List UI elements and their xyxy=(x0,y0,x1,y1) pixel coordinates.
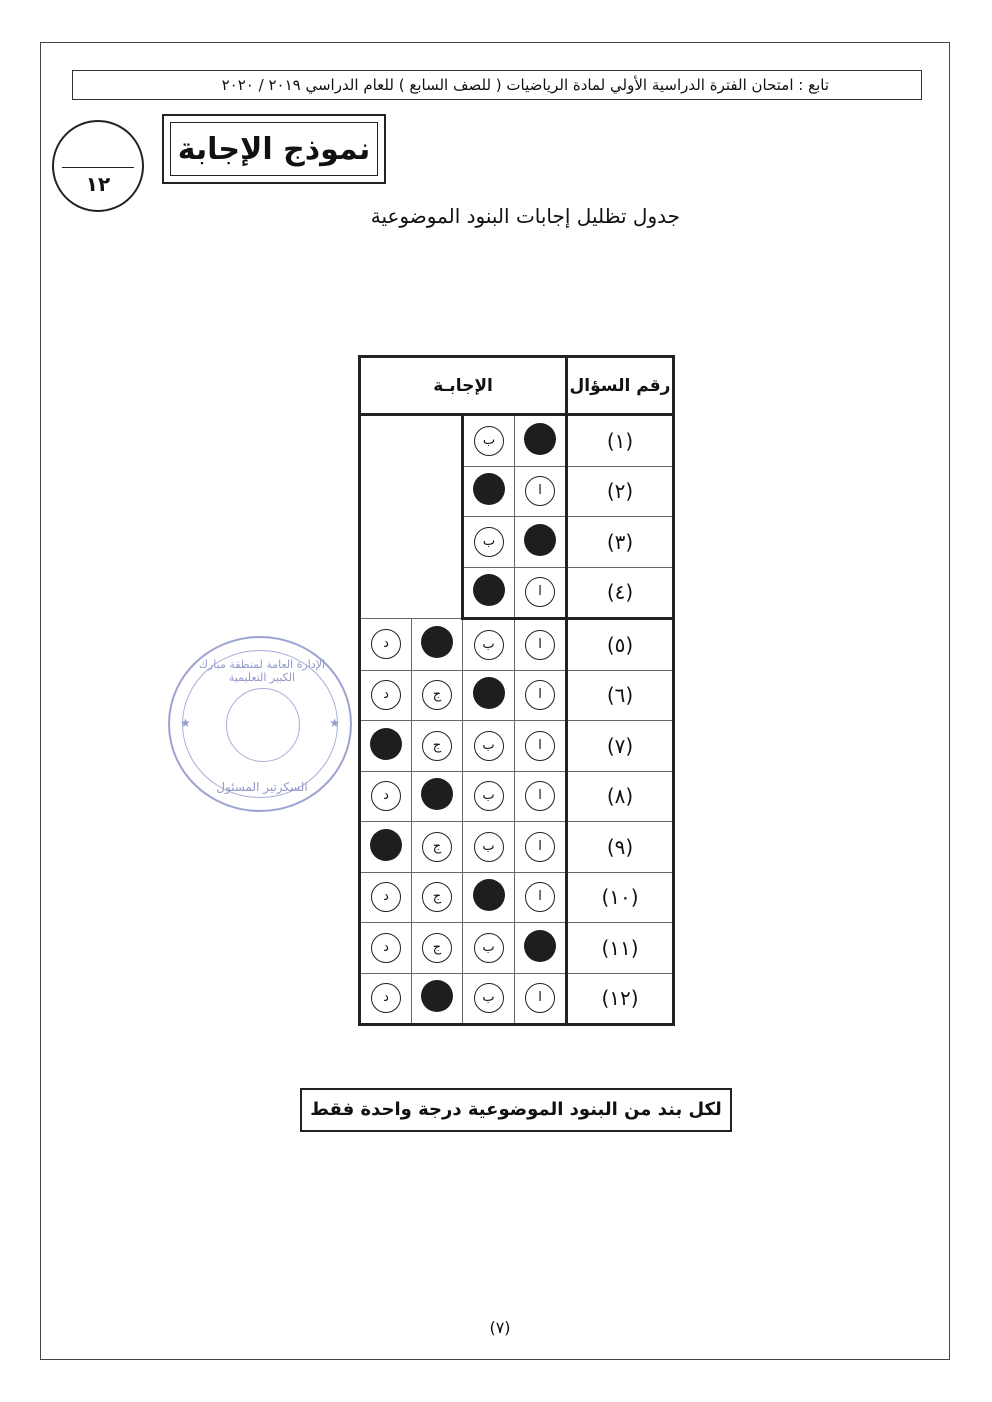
answer-cell xyxy=(463,973,515,1025)
option-bubble: د xyxy=(371,933,401,963)
answer-cell xyxy=(412,973,463,1025)
answer-cell xyxy=(515,517,567,568)
answer-header: الإجابـة xyxy=(360,357,567,415)
table-row xyxy=(360,721,674,772)
answer-cell xyxy=(360,670,412,721)
answer-cell xyxy=(463,567,515,619)
option-bubble: د xyxy=(371,983,401,1013)
option-bubble: ب xyxy=(474,426,504,456)
filled-bubble-icon xyxy=(370,829,402,861)
answer-cell xyxy=(515,872,567,923)
option-bubble: ا xyxy=(525,781,555,811)
filled-bubble-icon xyxy=(524,930,556,962)
answer-cell xyxy=(360,822,412,873)
answer-cell xyxy=(515,670,567,721)
page-title: نموذج الإجابة xyxy=(170,122,378,176)
answer-cell xyxy=(463,466,515,517)
answer-cell xyxy=(463,872,515,923)
answer-cell xyxy=(412,619,463,671)
option-bubble: ا xyxy=(525,882,555,912)
table-subtitle: جدول تظليل إجابات البنود الموضوعية xyxy=(370,204,680,228)
option-bubble: ا xyxy=(525,983,555,1013)
question-number: (٦) xyxy=(567,670,674,721)
filled-bubble-icon xyxy=(421,980,453,1012)
filled-bubble-icon xyxy=(370,728,402,760)
answer-cell xyxy=(412,670,463,721)
four-choice-rows xyxy=(360,619,674,1025)
question-number: (٧) xyxy=(567,721,674,772)
option-bubble: د xyxy=(371,781,401,811)
answer-cell xyxy=(412,872,463,923)
option-bubble: ب xyxy=(474,983,504,1013)
option-bubble: ج xyxy=(422,933,452,963)
answer-cell xyxy=(515,923,567,974)
answer-cell xyxy=(515,567,567,619)
option-bubble: د xyxy=(371,882,401,912)
option-bubble: ب xyxy=(474,781,504,811)
seal-star-icon: ★ xyxy=(180,716,191,730)
table-row xyxy=(360,670,674,721)
option-bubble: ج xyxy=(422,731,452,761)
answer-cell xyxy=(463,923,515,974)
answer-cell xyxy=(515,619,567,671)
filled-bubble-icon xyxy=(421,626,453,658)
filled-bubble-icon xyxy=(524,423,556,455)
answer-cell xyxy=(412,923,463,974)
grading-note: لكل بند من البنود الموضوعية درجة واحدة فقط xyxy=(300,1088,732,1132)
table-row xyxy=(360,822,674,873)
table-row xyxy=(360,923,674,974)
badge-number: ١٢ xyxy=(85,172,111,196)
option-bubble: ب xyxy=(474,832,504,862)
seal-star-icon: ★ xyxy=(329,716,340,730)
option-bubble: ا xyxy=(525,832,555,862)
answer-cell xyxy=(463,721,515,772)
seal-bottom-text: السكرتير المسئول xyxy=(216,780,308,794)
official-seal-icon xyxy=(168,636,352,812)
filled-bubble-icon xyxy=(473,574,505,606)
table-row xyxy=(360,619,674,671)
option-bubble: ب xyxy=(474,527,504,557)
question-number: (١) xyxy=(567,415,674,467)
answer-cell xyxy=(515,822,567,873)
table-row xyxy=(360,872,674,923)
filled-bubble-icon xyxy=(524,524,556,556)
question-number: (١٢) xyxy=(567,973,674,1025)
table-row xyxy=(360,973,674,1025)
option-bubble: ا xyxy=(525,630,555,660)
two-choice-rows xyxy=(360,415,674,619)
title-box xyxy=(162,114,386,184)
question-number: (٥) xyxy=(567,619,674,671)
question-number: (٣) xyxy=(567,517,674,568)
answer-cell xyxy=(412,822,463,873)
question-number-header: رقم السؤال xyxy=(567,357,674,415)
answer-cell xyxy=(515,771,567,822)
page-number: (٧) xyxy=(489,1318,511,1337)
answer-cell xyxy=(463,771,515,822)
filled-bubble-icon xyxy=(473,879,505,911)
answer-cell xyxy=(360,771,412,822)
question-number: (٩) xyxy=(567,822,674,873)
answer-cell xyxy=(412,721,463,772)
option-bubble: ا xyxy=(525,577,555,607)
answer-cell xyxy=(360,619,412,671)
answer-cell xyxy=(360,721,412,772)
answer-cell xyxy=(515,415,567,467)
answer-cell xyxy=(463,670,515,721)
question-number: (١١) xyxy=(567,923,674,974)
answer-cell xyxy=(360,973,412,1025)
option-bubble: ج xyxy=(422,832,452,862)
option-bubble: د xyxy=(371,629,401,659)
question-number: (١٠) xyxy=(567,872,674,923)
answer-cell xyxy=(360,923,412,974)
answer-cell xyxy=(360,872,412,923)
answer-table xyxy=(358,355,675,1026)
option-bubble: ا xyxy=(525,476,555,506)
option-bubble: ج xyxy=(422,882,452,912)
question-number: (٢) xyxy=(567,466,674,517)
answer-cell xyxy=(515,466,567,517)
option-bubble: ج xyxy=(422,680,452,710)
option-bubble: ا xyxy=(525,680,555,710)
answer-cell xyxy=(463,517,515,568)
filled-bubble-icon xyxy=(473,473,505,505)
table-header-row xyxy=(360,357,674,415)
answer-cell xyxy=(515,973,567,1025)
answer-cell xyxy=(463,619,515,671)
table-row xyxy=(360,771,674,822)
option-bubble: ا xyxy=(525,731,555,761)
seal-top-text: الإدارة العامة لمنطقة مبارك الكبير التعليمية xyxy=(198,658,326,684)
seal-emblem-icon xyxy=(226,688,300,762)
exam-header: تابع : امتحان الفترة الدراسية الأولي لمادة الرياضيات ( للصف السابع ) للعام الدراسي ٢٠١٩ / ٢٠٢٠ xyxy=(72,70,922,100)
empty-answer-area xyxy=(360,415,463,619)
badge-divider xyxy=(62,167,134,168)
page-count-badge xyxy=(52,120,144,212)
filled-bubble-icon xyxy=(473,677,505,709)
filled-bubble-icon xyxy=(421,778,453,810)
option-bubble: ب xyxy=(474,933,504,963)
question-number: (٨) xyxy=(567,771,674,822)
answer-cell xyxy=(515,721,567,772)
question-number: (٤) xyxy=(567,567,674,619)
option-bubble: ب xyxy=(474,731,504,761)
answer-cell xyxy=(463,822,515,873)
answer-cell xyxy=(412,771,463,822)
table-row xyxy=(360,415,674,467)
answer-cell xyxy=(463,415,515,467)
option-bubble: ب xyxy=(474,630,504,660)
option-bubble: د xyxy=(371,680,401,710)
